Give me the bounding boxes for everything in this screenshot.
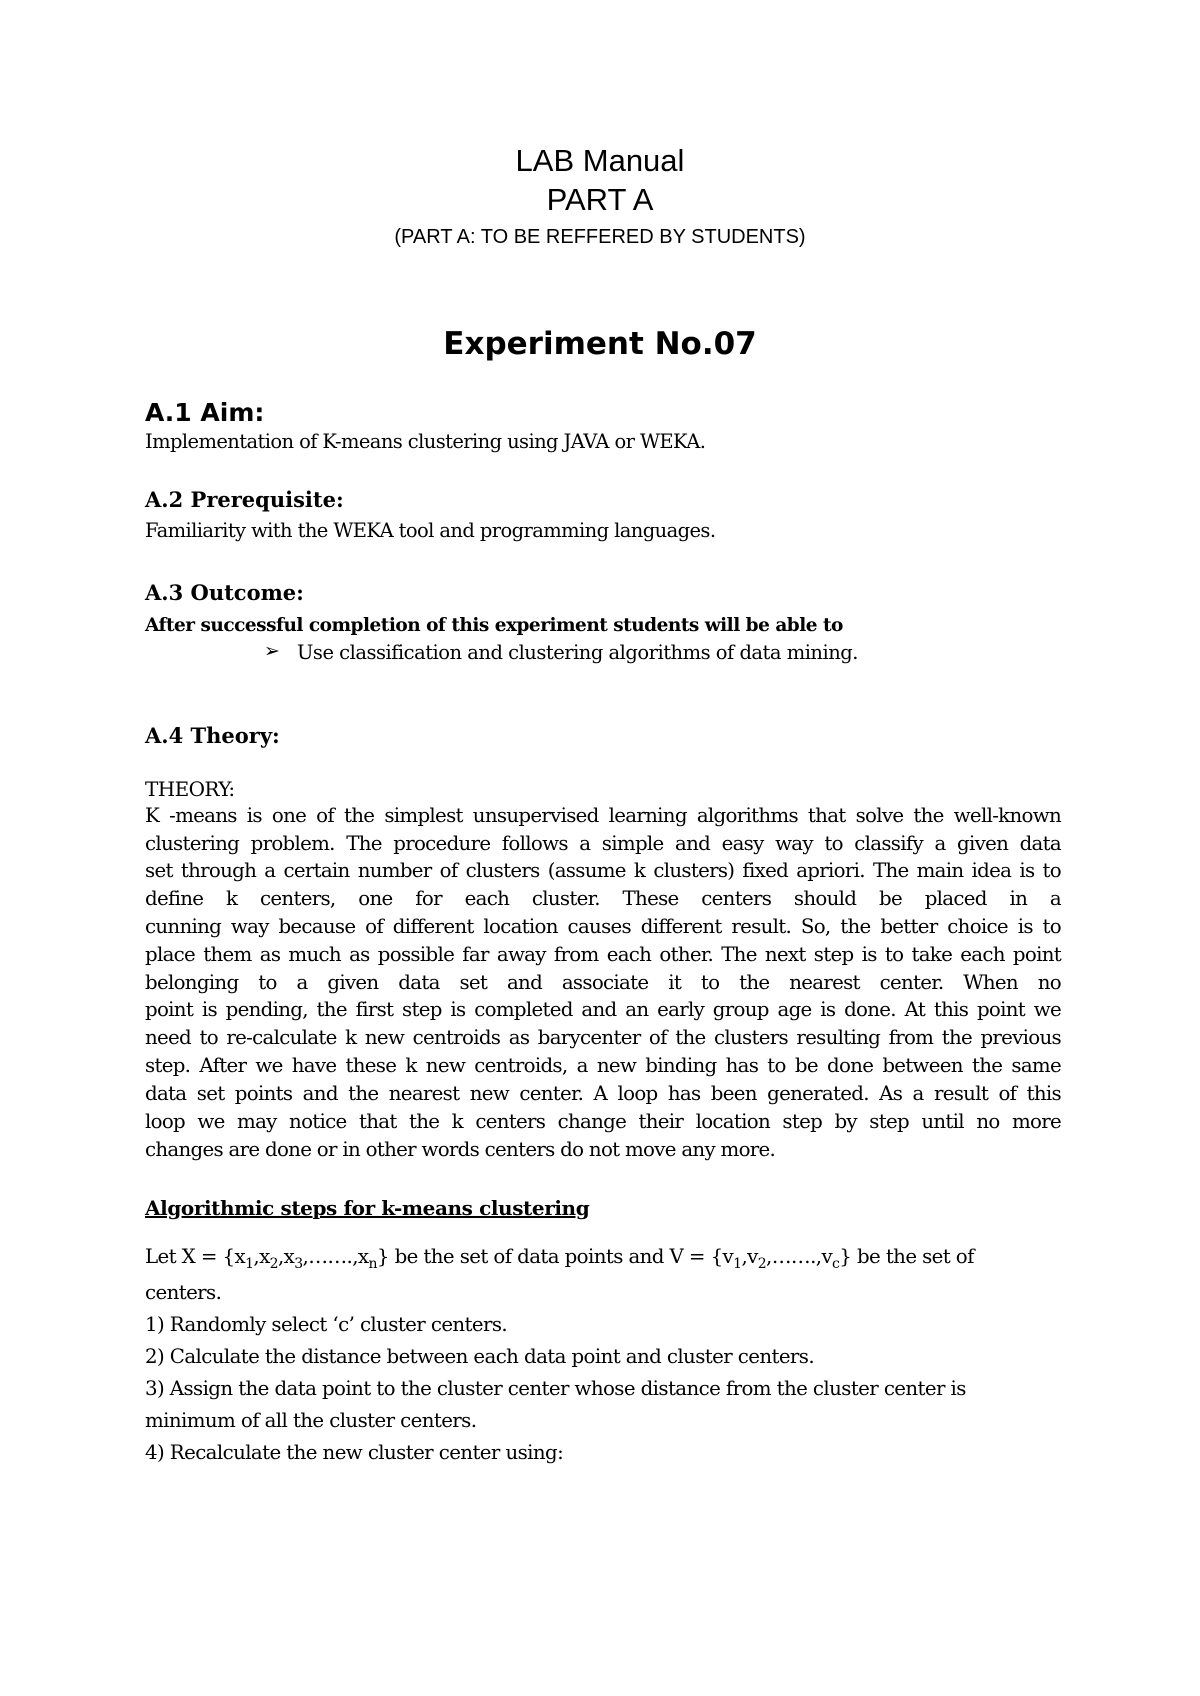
theory-line: need to re-calculate k new centroids as barycenter of the clusters resulting from the previous (145, 1026, 1061, 1049)
theory-line: place them as much as possible far away from each other. The next step is to take each point (145, 943, 1061, 966)
theory-title: THEORY: (145, 777, 235, 801)
theory-line: cunning way because of different location causes different result. So, the better choice is to (145, 915, 1061, 938)
experiment-title: Experiment No.07 (443, 326, 757, 362)
theory-line: data set points and the nearest new center. A loop has been generated. As a result of this (145, 1082, 1061, 1105)
part-subtitle: (PART A: TO BE REFFERED BY STUDENTS) (394, 226, 806, 248)
prerequisite-heading: A.2 Prerequisite: (145, 487, 344, 512)
aim-heading: A.1 Aim: (145, 398, 265, 427)
theory-line: belonging to a given data set and associate it to the nearest center. When no (145, 971, 1061, 994)
algorithm-step: 1) Randomly select ‘c’ cluster centers. (145, 1313, 508, 1336)
part-title: PART A (546, 182, 654, 217)
theory-heading: A.4 Theory: (145, 723, 280, 748)
theory-line: point is pending, the first step is completed and an early group age is done. At this point we (145, 998, 1061, 1021)
theory-line: K -means is one of the simplest unsupervised learning algorithms that solve the well-known (145, 804, 1061, 827)
algorithm-step: 3) Assign the data point to the cluster center whose distance from the cluster center is (145, 1377, 966, 1400)
theory-line: clustering problem. The procedure follows a simple and easy way to classify a given data (145, 832, 1061, 855)
let-statement: Let $X = \{x_1,x_2,x_3,\dots\dots.,x_n\}$ be the set of data points and $V = \{v_1,v_2,\dots\dots.,v_c\}$ be the set of (145, 1245, 974, 1272)
outcome-heading: A.3 Outcome: (145, 580, 304, 605)
theory-line: changes are done or in other words centers do not move any more. (145, 1138, 776, 1161)
theory-line: step. After we have these k new centroids, a new binding has to be done between the same (145, 1054, 1061, 1077)
prerequisite-text: Familiarity with the WEKA tool and programming languages. (145, 519, 716, 542)
theory-line: define k centers, one for each cluster. These centers should be placed in a (145, 887, 1061, 910)
aim-text: Implementation of K-means clustering using JAVA or WEKA. (145, 430, 706, 453)
theory-line: loop we may notice that the k centers change their location step by step until no more (145, 1110, 1061, 1133)
algorithm-step: minimum of all the cluster centers. (145, 1409, 477, 1432)
algorithm-heading: Algorithmic steps for k-means clustering (145, 1196, 590, 1220)
algorithm-step: 2) Calculate the distance between each data point and cluster centers. (145, 1345, 815, 1368)
manual-title: LAB Manual (515, 143, 685, 178)
let-statement-cont: centers. (145, 1281, 222, 1304)
theory-line: set through a certain number of clusters (assume k clusters) fixed apriori. The main idea is to (145, 859, 1061, 882)
algorithm-step: 4) Recalculate the new cluster center using: (145, 1441, 564, 1464)
arrow-bullet-icon: ➢ (264, 640, 280, 662)
outcome-lead: After successful completion of this experiment students will be able to (145, 615, 843, 636)
outcome-bullet: Use classification and clustering algorithms of data mining. (297, 641, 858, 664)
